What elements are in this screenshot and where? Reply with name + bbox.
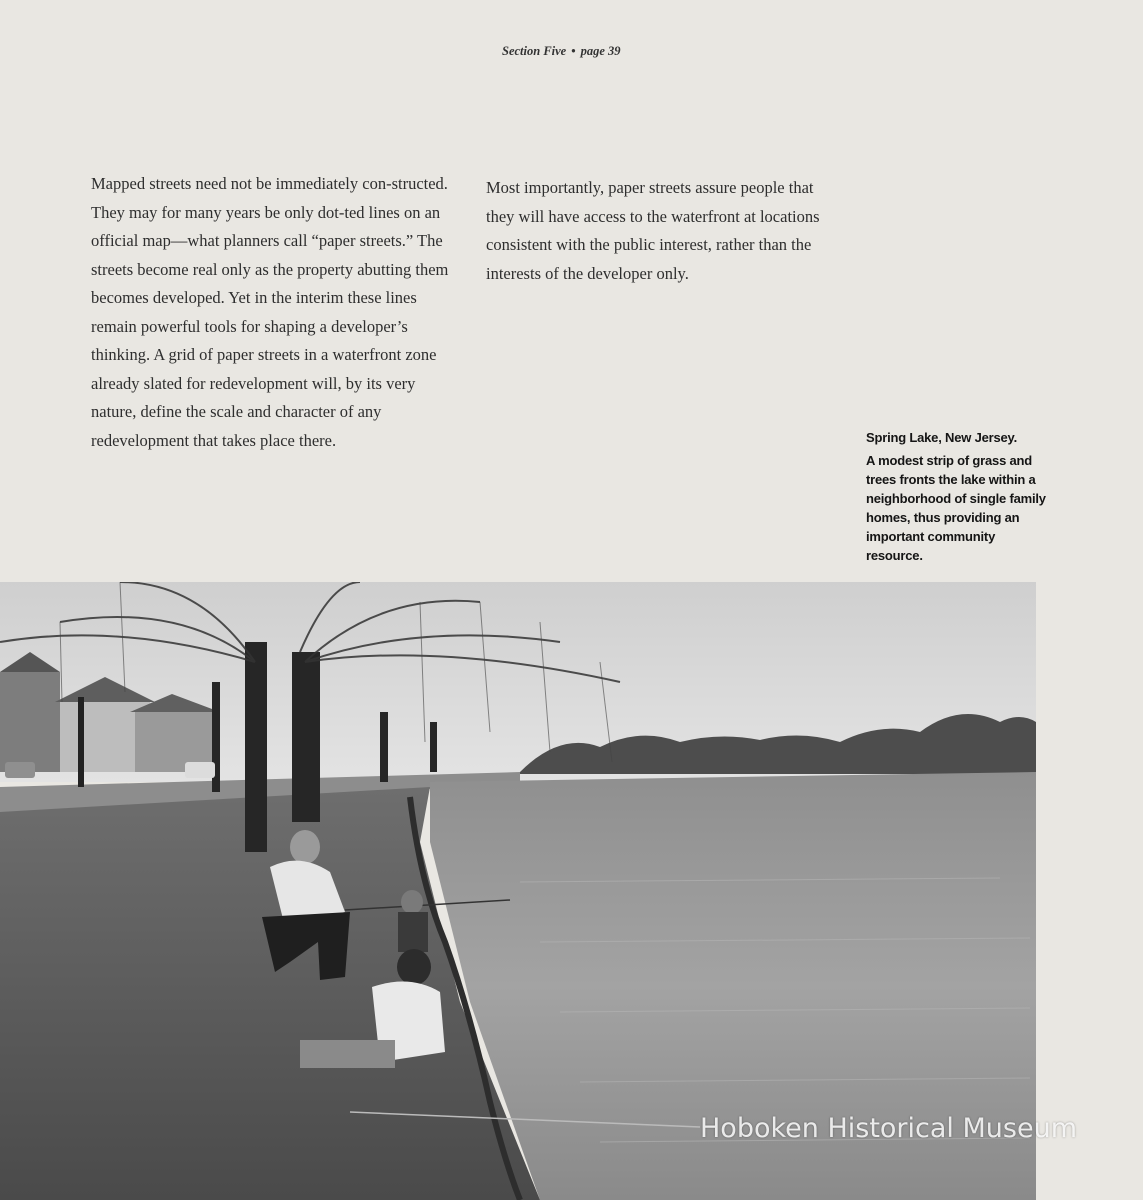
museum-watermark: Hoboken Historical Museum (700, 1113, 1078, 1144)
caption-title: Spring Lake, New Jersey. (866, 430, 1018, 445)
photo-caption (866, 428, 1046, 565)
body-column-right (486, 174, 831, 288)
paragraph-right: Most importantly, paper streets assure people that they will have access to the waterfront at locations consistent with the public interest, rather than the interests of the developer only. (486, 178, 820, 283)
page-number: page 39 (580, 44, 621, 58)
paragraph-left: Mapped streets need not be immediately con-structed. They may for many years be only dot-ted lines on an official map—what planners call “paper streets.” The streets become real only as the property abutting them becomes developed. Yet in the interim these lines remain powerful tools for shaping a developer’s thinking. A grid of paper streets in a waterfront zone already slated for redevelopment will, by its very nature, define the scale and character of any redevelopment that takes place there. (91, 174, 449, 450)
section-label: Section Five (502, 44, 567, 58)
lake-photograph (0, 582, 1036, 1200)
body-column-left (91, 170, 453, 455)
header-separator: • (571, 44, 576, 58)
caption-body: A modest strip of grass and trees fronts the lake within a neighborhood of single family homes, thus providing an important community resource. (866, 453, 1046, 563)
